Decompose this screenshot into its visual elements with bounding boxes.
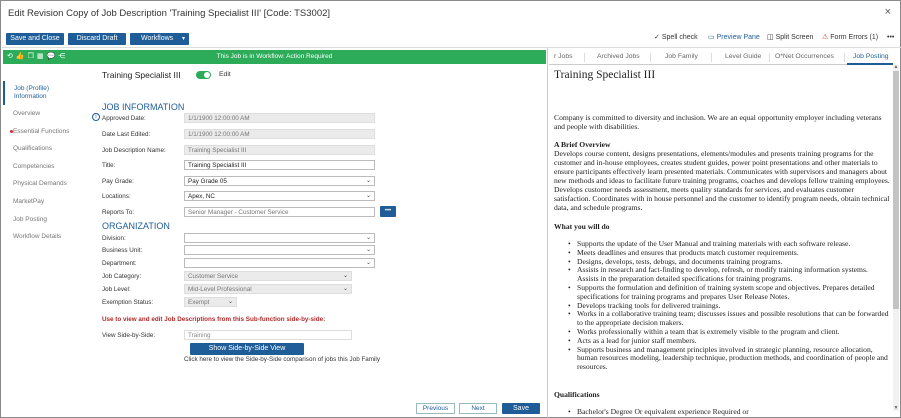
preview-intro: Company is committed to diversity and inclusion. We are an equal opportunity employer including veterans and people with disabilities. <box>554 113 882 131</box>
nav-item-label: Workflow Details <box>13 233 62 241</box>
preview-title: Training Specialist III <box>554 69 656 81</box>
scroll-down-icon[interactable]: ▼ <box>893 405 899 411</box>
pane-divider[interactable] <box>547 48 548 418</box>
nav-item-workflow-details[interactable] <box>3 228 81 246</box>
next-button[interactable]: Next <box>459 403 497 414</box>
list-item: • Works professionally within a team that is extremely visible to the program and client. <box>568 328 890 337</box>
preview-pane-icon: ▭ <box>708 34 715 41</box>
chat-icon[interactable]: 💬 <box>46 53 59 60</box>
title-input[interactable]: Training Specialist III <box>184 160 375 170</box>
division-select[interactable] <box>184 233 375 243</box>
list-item: • Meets deadlines and ensures that products match customer requirements. <box>568 249 890 258</box>
edit-toggle[interactable] <box>196 71 211 79</box>
nav-item-overview[interactable] <box>3 105 81 123</box>
list-item: • Acts as a lead for junior staff members. <box>568 337 890 346</box>
form-errors-label: Form Errors (1) <box>830 34 879 41</box>
view-side-by-side-label: View Side-by-Side: <box>102 332 156 339</box>
preview-pane-label: Preview Pane <box>716 34 760 41</box>
job-level-value: Mid-Level Professional <box>188 286 252 293</box>
nav-item-label: Overview <box>13 110 41 117</box>
list-item: • Supports the formulation and definition of training system scope and objectives. Prepares detailed specifications for training programs and prepares User Release Notes. <box>568 284 890 302</box>
split-screen-button[interactable] <box>767 33 813 43</box>
exemption-status-value: Exempt <box>188 299 210 306</box>
pay-grade-label: Pay Grade: <box>102 178 134 185</box>
chevron-down-icon: ▾ <box>181 36 185 42</box>
job-category-value: Customer Service <box>188 273 239 280</box>
more-options-icon[interactable]: ••• <box>887 34 895 41</box>
chevron-down-icon: ⌄ <box>342 273 348 279</box>
tab-separator <box>769 53 770 62</box>
grid-icon[interactable]: ▦ <box>36 53 47 60</box>
list-item: • Develops tracking tools for delivered trainings. <box>568 302 890 311</box>
thumbs-up-icon[interactable]: 👍 <box>15 53 28 60</box>
date-last-edited-field: 1/1/1900 12:00:00 AM <box>184 129 375 139</box>
department-select[interactable] <box>184 258 375 268</box>
preview-scrollbar[interactable] <box>893 65 899 411</box>
form-errors-button[interactable] <box>822 33 878 43</box>
list-item: • Designs, develops, tests, debugs, and documents training programs. <box>568 258 890 267</box>
tab-related-jobs[interactable]: r Jobs <box>554 53 573 60</box>
title-label: Title: <box>102 162 116 169</box>
warning-icon: ⚠ <box>822 34 829 41</box>
side-by-side-note: Use to view and edit Job Descriptions from this Sub-function side-by-side: <box>102 316 326 323</box>
nav-item-physical-demands[interactable] <box>3 175 81 193</box>
nav-item-label: Physical Demands <box>13 180 67 188</box>
nav-item-label: Competencies <box>13 162 55 170</box>
show-side-by-side-button[interactable]: Show Side-by-Side View <box>190 343 304 355</box>
view-side-by-side-field[interactable]: Training <box>184 330 352 340</box>
organization-heading: ORGANIZATION <box>102 221 170 231</box>
job-description-name-field: Training Specialist III <box>184 145 375 155</box>
spell-check-icon: ✓ <box>654 34 660 41</box>
date-last-edited-label: Date Last Edited: <box>102 131 151 138</box>
exemption-status-select <box>184 297 237 307</box>
side-by-side-caption: Click here to view the Side-by-Side comparison of jobs this Job Family <box>184 356 380 363</box>
nav-item-competencies[interactable] <box>3 158 81 176</box>
preview-pane-button[interactable] <box>708 33 760 43</box>
tab-separator <box>844 53 845 62</box>
locations-select[interactable] <box>184 191 375 201</box>
chevron-down-icon: ⌄ <box>365 247 371 253</box>
tab-level-guide[interactable]: Level Guide <box>725 53 762 60</box>
job-form <box>89 64 544 412</box>
scrollbar-thumb[interactable] <box>893 71 899 309</box>
nav-item-marketpay[interactable] <box>3 193 81 211</box>
nav-item-label: Essential Functions <box>13 127 70 135</box>
nav-item-essential-functions[interactable] <box>3 123 81 141</box>
job-category-select <box>184 271 352 281</box>
history-icon[interactable]: ⟲ <box>7 53 16 60</box>
nav-item-qualifications[interactable] <box>3 140 81 158</box>
job-level-label: Job Level: <box>102 286 131 293</box>
department-label: Department: <box>102 260 137 267</box>
job-level-select <box>184 284 352 294</box>
list-item: • Supports business and management principles involved in strategic planning, resource allocation, human resources modeling, leadership technique, production methods, and coordination of people and resources. <box>568 346 890 372</box>
qualifications-heading: Qualifications <box>554 389 600 399</box>
copy-icon[interactable]: ❐ <box>27 53 37 60</box>
split-screen-label: Split Screen <box>775 34 814 41</box>
chevron-down-icon: ⌄ <box>365 235 371 241</box>
locations-label: Locations: <box>102 193 131 200</box>
tab-job-family[interactable]: Job Family <box>665 53 698 60</box>
job-description-name-label: Job Description Name: <box>102 147 166 154</box>
nav-item-label: Job Posting <box>13 215 47 223</box>
locations-value: Apex, NC <box>188 193 215 200</box>
pay-grade-value: Pay Grade 05 <box>188 178 227 185</box>
business-unit-label: Business Unit: <box>102 247 143 254</box>
active-tab-indicator <box>847 63 893 65</box>
discard-draft-button[interactable]: Discard Draft <box>68 33 126 45</box>
save-and-close-button[interactable]: Save and Close <box>6 33 64 45</box>
preview-tabs <box>549 51 893 65</box>
chevron-down-icon: ⌄ <box>227 299 233 305</box>
workflow-banner-text: This Job is in Workflow: Action Required <box>216 53 333 60</box>
error-dot-icon <box>10 130 13 133</box>
dialog-title: Edit Revision Copy of Job Description 'Training Specialist III' [Code: TS3002] <box>8 8 331 19</box>
close-icon[interactable]: × <box>884 6 891 18</box>
pay-grade-select[interactable] <box>184 176 375 186</box>
job-name-heading: Training Specialist III <box>102 70 181 80</box>
tab-separator <box>650 53 651 62</box>
approved-date-field: 1/1/1900 12:00:00 AM <box>184 113 375 123</box>
tab-job-posting[interactable]: Job Posting <box>853 53 889 60</box>
job-posting-preview <box>554 69 890 417</box>
previous-button[interactable]: Previous <box>416 403 455 414</box>
share-icon[interactable]: ⋲ <box>58 53 69 60</box>
workflow-banner <box>3 50 546 64</box>
list-item: • Assists in research and fact-finding to develop, refresh, or modify training information systems. Assists in the preparation detailed specifications for training programs. <box>568 266 890 284</box>
nav-item-label: Qualifications <box>13 145 53 153</box>
chevron-down-icon: ⌄ <box>365 260 371 266</box>
exemption-status-label: Exemption Status: <box>102 299 154 306</box>
list-item: • Bachelor's Degree Or equivalent experience Required or <box>568 408 890 417</box>
save-button[interactable]: Save <box>502 403 540 414</box>
title-bar <box>2 2 901 24</box>
division-label: Division: <box>102 235 126 242</box>
list-item: • Works in a collaborative training team; discusses issues and possible resolutions that can be forwarded to the appropriate decision makers. <box>568 310 890 328</box>
nav-item-job-profile-information[interactable] <box>3 81 81 105</box>
chevron-down-icon: ⌄ <box>365 178 371 184</box>
reports-to-field[interactable]: Senior Manager - Customer Service <box>184 207 375 217</box>
business-unit-select[interactable] <box>184 245 375 255</box>
brief-overview-text: Develops course content, designs presentations, elements/modules and presents training programs for the customer and in-house employees, creates student guides, power point presentations and other materials to ensure participants effectively learn presented materials. Communicates with supervisors and managers about new methods and ideas to facilitate future training programs, coaches and develops fellow training employees. Develops customer needs assessment, meets quality standards for services, and evaluates customer satisfaction. Coordinates with in house personnel and the customer to identify program needs, obtain technical data, and schedule programs. <box>554 149 890 212</box>
spell-check-button[interactable] <box>654 33 698 43</box>
brief-overview-heading: A Brief Overview <box>554 140 611 149</box>
toolbar-divider <box>2 47 901 48</box>
section-nav <box>3 81 81 246</box>
tab-archived-jobs[interactable]: Archived Jobs <box>597 53 640 60</box>
tab-onet-occurrences[interactable]: O*Net Occurrences <box>775 53 834 60</box>
info-icon[interactable]: i <box>92 113 100 121</box>
list-item: • Supports the update of the User Manual and training materials with each software release. <box>568 240 890 249</box>
tab-separator <box>584 53 585 62</box>
job-information-heading: JOB INFORMATION <box>102 102 185 112</box>
qualifications-list <box>554 408 890 417</box>
edit-toggle-label: Edit <box>219 71 231 78</box>
nav-item-job-posting[interactable] <box>3 211 81 229</box>
reports-to-label: Reports To: <box>102 209 135 216</box>
spell-check-label: Spell check <box>661 34 698 41</box>
job-category-label: Job Category: <box>102 273 142 280</box>
chevron-down-icon: ⌄ <box>365 193 371 199</box>
workflows-label: Workflows <box>141 35 174 42</box>
nav-item-label: Job (Profile) Information <box>14 85 50 100</box>
what-you-will-do-list <box>554 240 890 372</box>
scroll-up-icon[interactable]: ▲ <box>893 64 899 70</box>
chevron-down-icon: ⌄ <box>342 286 348 292</box>
nav-item-label: MarketPay <box>13 197 45 205</box>
approved-date-label: Approved Date: <box>102 115 146 122</box>
split-screen-icon: ◫ <box>767 34 774 41</box>
tab-separator <box>711 53 712 62</box>
toolbar <box>2 31 901 47</box>
workflows-button[interactable] <box>130 33 189 45</box>
what-you-will-do-heading: What you will do <box>554 222 610 231</box>
reports-to-lookup-button[interactable]: ••• <box>380 206 396 217</box>
